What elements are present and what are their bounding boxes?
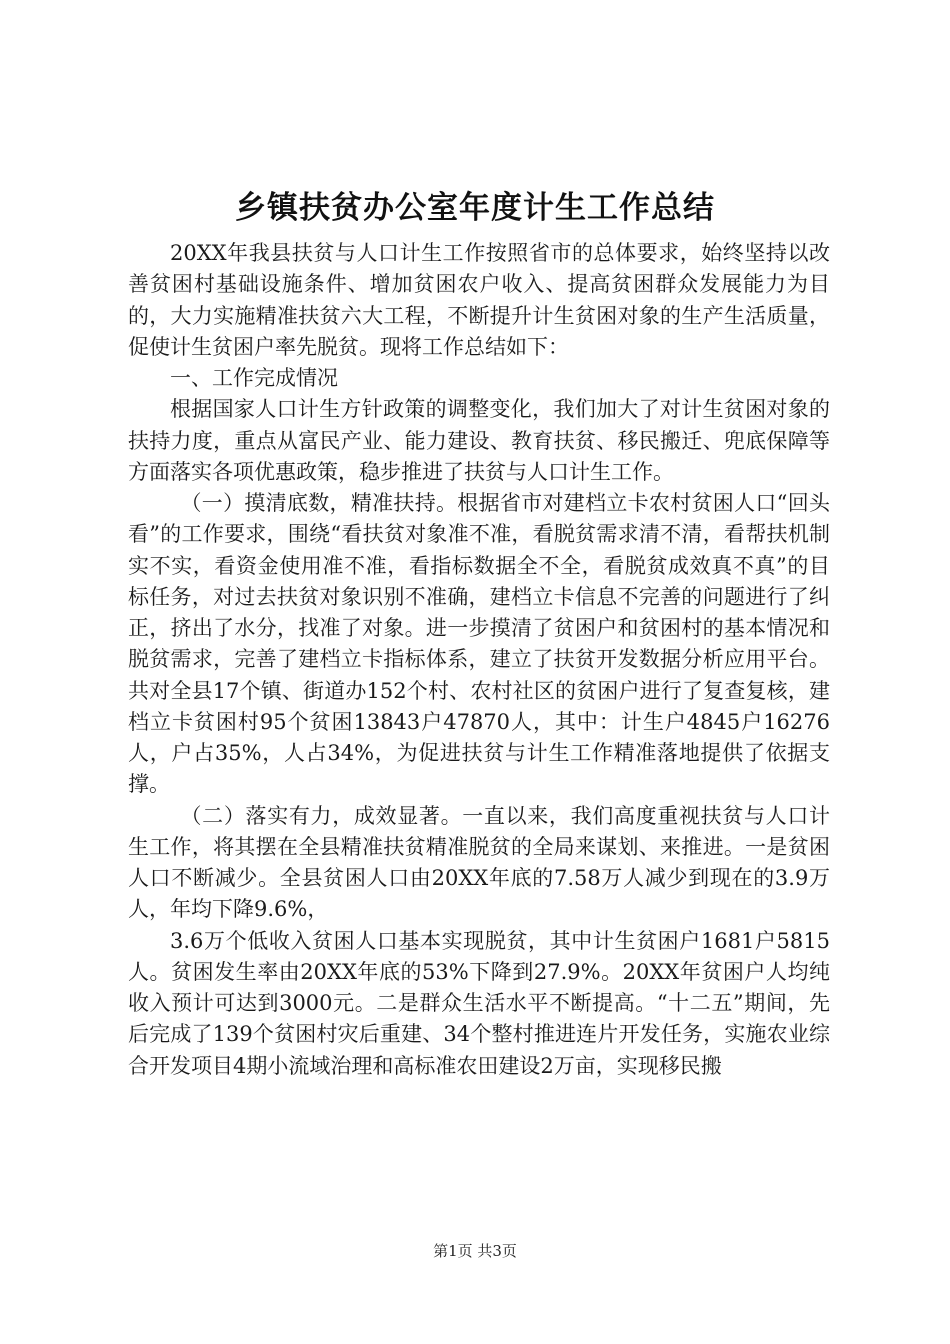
document-body: [128, 238, 830, 1082]
section-heading: 一、工作完成情况: [170, 366, 338, 390]
paragraph-intro: 20XX年我县扶贫与人口计生工作按照省市的总体要求，始终坚持以改善贫困村基础设施条件、增加贫困农户收入、提高贫困群众发展能力为目的，大力实施精准扶贫六大工程，不断提升计生贫困对象的生产生活质量，促使计生贫困户率先脱贫。现将工作总结如下：: [128, 241, 830, 359]
page-footer: 第1页 共3页: [433, 1242, 517, 1260]
paragraph-item-1: （一）摸清底数，精准扶持。根据省市对建档立卡农村贫困人口“回头看”的工作要求，围绕“看扶贫对象准不准，看脱贫需求清不清，看帮扶机制实不实，看资金使用准不准，看指标数据全不全，看脱贫成效真不真”的目标任务，对过去扶贫对象识别不准确，建档立卡信息不完善的问题进行了纠正，挤出了水分，找准了对象。进一步摸清了贫困户和贫困村的基本情况和脱贫需求，完善了建档立卡指标体系，建立了扶贫开发数据分析应用平台。共对全县17个镇、街道办152个村、农村社区的贫困户进行了复查复核，建档立卡贫困村95个贫困13843户47870人，其中：计生户4845户16276人，户占35%，人占34%，为促进扶贫与计生工作精准落地提供了依据支撑。: [128, 491, 830, 797]
paragraph-item-2: （二）落实有力，成效显著。一直以来，我们高度重视扶贫与人口计生工作，将其摆在全县精准扶贫精准脱贫的全局来谋划、来推进。一是贫困人口不断减少。全县贫困人口由20XX年底的7.58万人减少到现在的3.9万人，年均下降9.6%，: [128, 803, 830, 922]
paragraph-overview: 根据国家人口计生方针政策的调整变化，我们加大了对计生贫困对象的扶持力度，重点从富民产业、能力建设、教育扶贫、移民搬迁、兜底保障等方面落实各项优惠政策，稳步推进了扶贫与人口计生工作。: [128, 397, 830, 484]
document-title: 乡镇扶贫办公室年度计生工作总结: [235, 190, 715, 226]
paragraph-continued: 3.6万个低收入贫困人口基本实现脱贫，其中计生贫困户1681户5815人。贫困发生率由20XX年底的53%下降到27.9%。20XX年贫困户人均纯收入预计可达到3000元。二是群众生活水平不断提高。“十二五”期间，先后完成了139个贫困村灾后重建、34个整村推进连片开发任务，实施农业综合开发项目4期小流域治理和高标准农田建设2万亩，实现移民搬: [128, 928, 830, 1078]
